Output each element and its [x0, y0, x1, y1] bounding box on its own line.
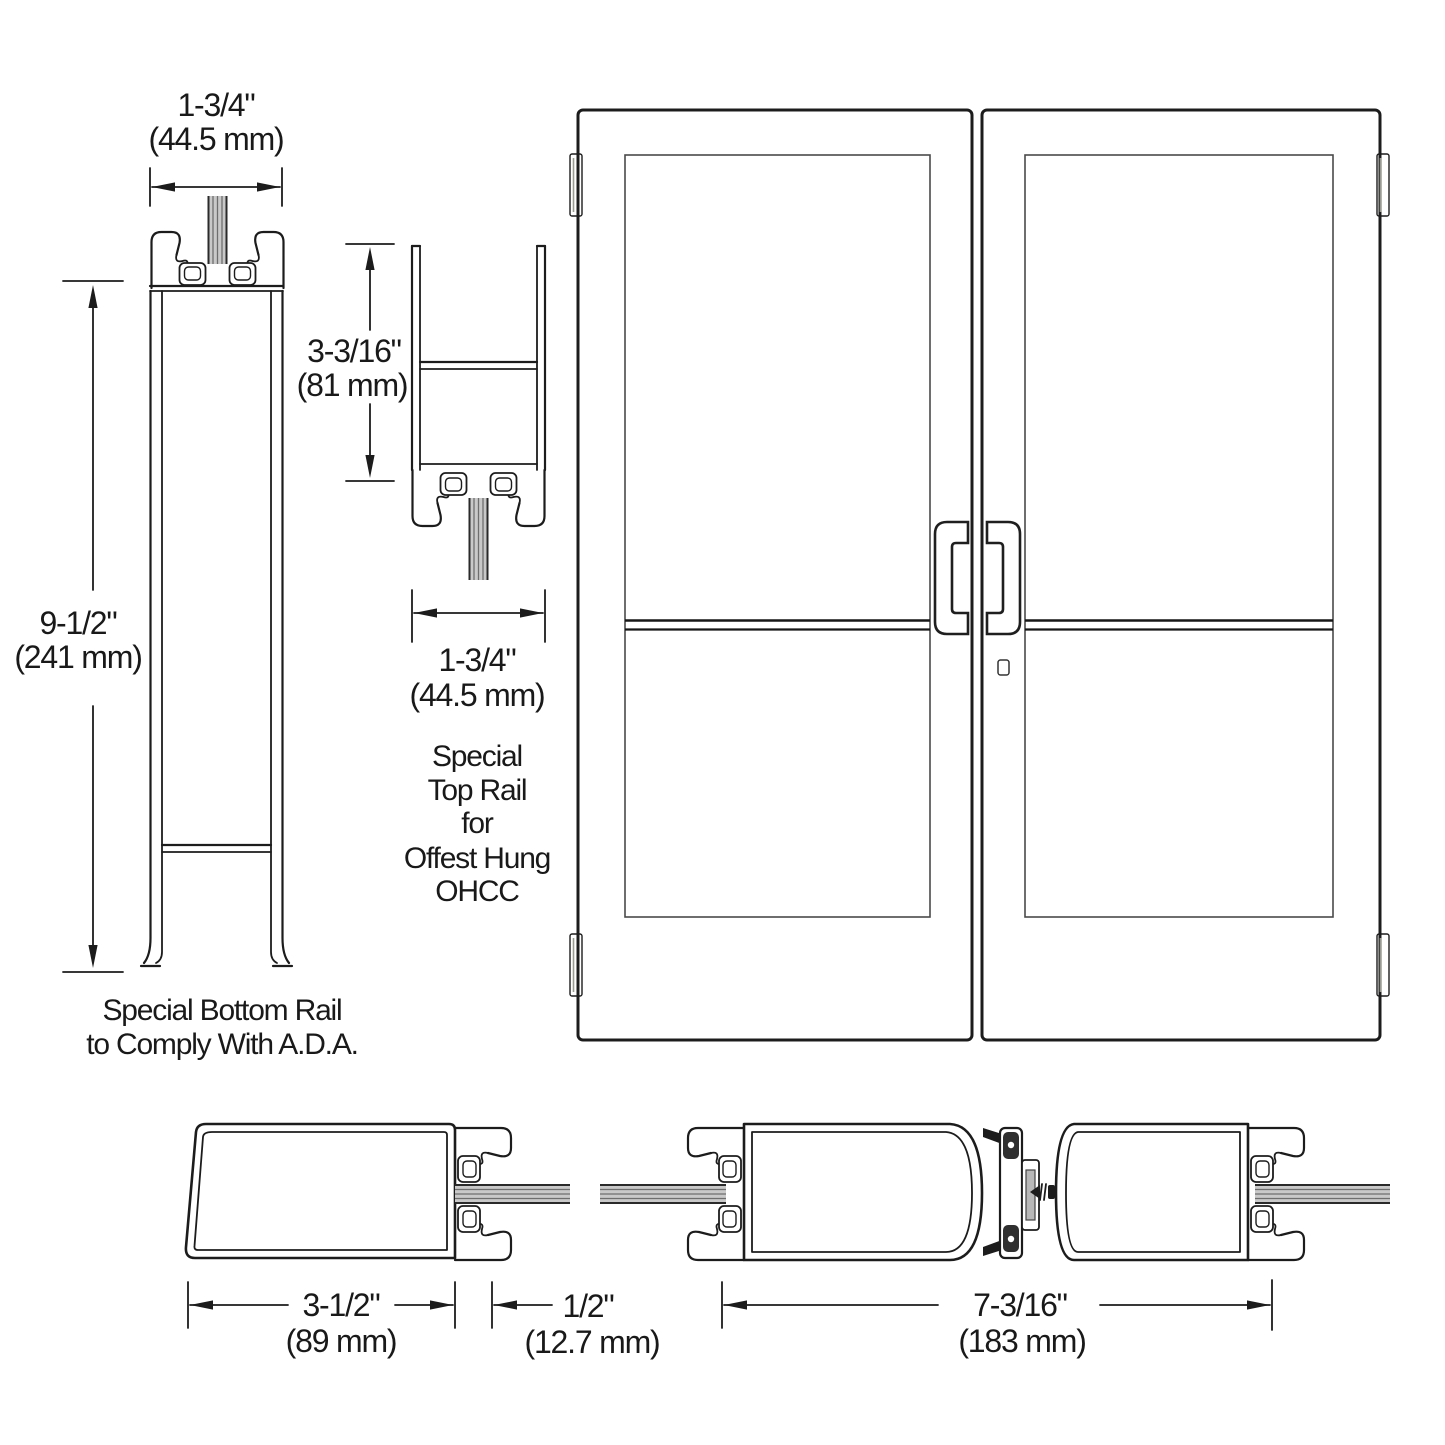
- top-rail-caption-line5: OHCC: [435, 875, 519, 908]
- top-rail-width-mm-label: (44.5 mm): [409, 677, 545, 713]
- left-door-pull-handle[interactable]: [935, 522, 968, 634]
- arrowhead-down: [365, 455, 374, 478]
- bottom-rail-height-inches-label: 9-1/2": [39, 605, 117, 641]
- hinge-stile-mm-label: (89 mm): [285, 1323, 397, 1359]
- arrowhead-left: [494, 1300, 517, 1309]
- hinge-leaf: [570, 154, 582, 216]
- top-rail-width-dimension: [412, 590, 545, 642]
- gasket-core-top: [1008, 1142, 1014, 1148]
- hinge-stile-section: [186, 1124, 570, 1260]
- right-door-pull-handle[interactable]: [987, 522, 1020, 634]
- glass-section-vertical: [470, 498, 488, 580]
- left-door: [570, 110, 972, 1040]
- left-door-glass: [625, 155, 930, 917]
- arrowhead-left: [152, 182, 175, 191]
- gasket-core-bottom: [1008, 1236, 1014, 1242]
- left-door-hinge-top: [570, 154, 582, 216]
- stile-outer-profile: [186, 1124, 455, 1258]
- glass-section-horizontal: [455, 1185, 570, 1203]
- arrowhead-left: [414, 608, 437, 617]
- left-door-hinge-bottom: [570, 934, 582, 996]
- top-rail-cross-section: [297, 244, 551, 908]
- arrowhead-right: [520, 608, 543, 617]
- top-rail-body: [412, 246, 545, 470]
- top-rail-caption-line2: Top Rail: [427, 774, 527, 807]
- plan-cross-sections: [186, 1124, 1390, 1360]
- lock-stile-mm-label: (183 mm): [958, 1323, 1086, 1359]
- glass-section-vertical: [209, 196, 227, 264]
- top-rail-height-mm-label: (81 mm): [296, 367, 408, 403]
- bottom-rail-caption-line2: to Comply With A.D.A.: [86, 1028, 358, 1061]
- glass-section-horizontal: [1255, 1185, 1390, 1203]
- bottom-rail-width-mm-label: (44.5 mm): [148, 121, 284, 157]
- screw-threads: [1040, 1184, 1046, 1200]
- top-rail-height-inches-label: 3-3/16": [307, 333, 401, 369]
- bottom-rail-cross-section: [14, 87, 357, 1061]
- glass-gap-inches-label: 1/2": [562, 1288, 614, 1324]
- rail-wall-inner-left: [156, 291, 162, 963]
- arrowhead-right: [430, 1300, 453, 1309]
- arrowhead-left: [724, 1300, 747, 1309]
- right-door-glass: [1025, 155, 1333, 917]
- lock-stile-section: [600, 1124, 1390, 1260]
- rail-wall-outer-left: [144, 291, 151, 963]
- screw-head: [1048, 1185, 1055, 1199]
- right-door: [982, 110, 1389, 1040]
- top-rail-caption-line4: Offest Hung: [403, 842, 551, 875]
- top-rail-caption-line1: Special: [432, 740, 522, 773]
- bottom-rail-height-mm-label: (241 mm): [14, 639, 142, 675]
- lock-bolt: [1026, 1170, 1035, 1220]
- double-door-elevation: [570, 110, 1389, 1040]
- glass-gap-mm-label: (12.7 mm): [524, 1324, 660, 1360]
- hinge-stile-inches-label: 3-1/2": [302, 1287, 380, 1323]
- glass-gap-dimension: [492, 1282, 552, 1328]
- top-rail-caption-line3: for: [461, 807, 493, 840]
- glass-section-horizontal: [600, 1185, 726, 1203]
- lock-stile-inches-label: 7-3/16": [973, 1287, 1067, 1323]
- arrowhead-right: [257, 182, 280, 191]
- door1-stile-tube-outer: [744, 1124, 982, 1260]
- rail-wall-outer-right: [283, 291, 290, 963]
- door2-stile-tube-outer: [1056, 1124, 1248, 1260]
- arrowhead-left: [190, 1300, 213, 1309]
- arrowhead-down: [88, 945, 97, 968]
- arrowhead-right: [1247, 1300, 1270, 1309]
- bottom-rail-body: [141, 286, 292, 966]
- bottom-rail-caption-line1: Special Bottom Rail: [102, 994, 342, 1027]
- hinge-leaf: [570, 934, 582, 996]
- rail-wall-inner-right: [271, 291, 277, 963]
- cylinder-lock[interactable]: [998, 660, 1009, 675]
- top-rail-width-inches-label: 1-3/4": [438, 642, 516, 678]
- bottom-rail-width-inches-label: 1-3/4": [177, 87, 255, 123]
